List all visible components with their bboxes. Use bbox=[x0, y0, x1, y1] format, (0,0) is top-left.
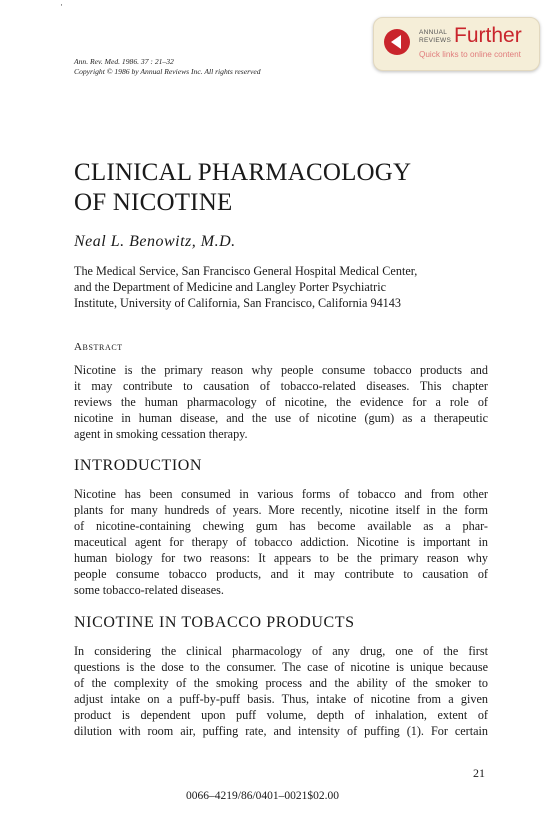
nicotine-in-tobacco-line: product is dependent upon puff volume, depth of inhalation, extent of bbox=[74, 708, 488, 722]
introduction-line: maceutical agent for therapy of tobacco addiction. Nicotine is important in bbox=[74, 535, 488, 549]
nicotine-in-tobacco-line: dilution with room air, puffing rate, and intensity of puffing (1). For certain bbox=[74, 724, 488, 738]
abstract-line: reviews the human pharmacology of nicotine, the evidence for a role of bbox=[74, 395, 488, 409]
badge-annual-label: ANNUAL bbox=[419, 29, 448, 36]
badge-further-label: Further bbox=[454, 24, 522, 47]
affiliation-line: The Medical Service, San Francisco General Hospital Medical Center, bbox=[74, 264, 418, 278]
abstract-line: it may contribute to causation of tobacco-related diseases. This chapter bbox=[74, 379, 488, 393]
document-code: 0066–4219/86/0401–0021$02.00 bbox=[186, 790, 340, 802]
introduction-paragraph bbox=[74, 486, 488, 598]
introduction-line: of nicotine-containing chewing gum has become available as a phar- bbox=[74, 519, 488, 533]
introduction-line: human biology for two reasons: It appears to be the primary reason why bbox=[74, 551, 488, 565]
article-title-line: OF NICOTINE bbox=[74, 189, 233, 216]
journal-meta bbox=[74, 57, 261, 77]
corner-mark: · bbox=[60, 0, 63, 10]
nicotine-in-tobacco-line: adjust intake on a puff-by-puff basis. Thus, intake of nicotine from a given bbox=[74, 692, 488, 706]
nicotine-in-tobacco-heading: NICOTINE IN TOBACCO PRODUCTS bbox=[74, 614, 355, 631]
introduction-line: Nicotine has been consumed in various forms of tobacco and from other bbox=[74, 487, 488, 501]
introduction-line: people consume tobacco products, and it may contribute to causation of bbox=[74, 567, 488, 581]
article-title bbox=[74, 158, 411, 218]
abstract-line: Nicotine is the primary reason why people consume tobacco products and bbox=[74, 363, 488, 377]
page-number: 21 bbox=[473, 766, 485, 780]
abstract-line: nicotine in human disease, and the use of nicotine (gum) as a therapeutic bbox=[74, 411, 488, 425]
abstract-paragraph bbox=[74, 362, 488, 442]
journal-copyright: Copyright © 1986 by Annual Reviews Inc. All rights reserved bbox=[74, 67, 261, 76]
nicotine-in-tobacco-paragraph bbox=[74, 643, 488, 739]
journal-citation: Ann. Rev. Med. 1986. 37 : 21–32 bbox=[74, 57, 174, 66]
badge-reviews-label: REVIEWS bbox=[419, 37, 452, 44]
introduction-line: plants for many hundreds of years. More recently, nicotine itself in the form bbox=[74, 503, 488, 517]
abstract-heading: Abstract bbox=[74, 341, 123, 353]
article-author: Neal L. Benowitz, M.D. bbox=[74, 233, 236, 250]
author-affiliation bbox=[74, 263, 490, 311]
badge-quick-links-link[interactable]: Quick links to online content bbox=[419, 50, 521, 59]
article-title-line: CLINICAL PHARMACOLOGY bbox=[74, 159, 412, 186]
nicotine-in-tobacco-line: In considering the clinical pharmacology of any drug, one of the first bbox=[74, 644, 488, 658]
annual-reviews-further-badge[interactable] bbox=[373, 17, 540, 71]
abstract-line: agent in smoking cessation therapy. bbox=[74, 427, 248, 441]
introduction-line: some tobacco-related diseases. bbox=[74, 583, 224, 597]
nicotine-in-tobacco-line: of the complexity of the smoking process and the ability of the smoker to bbox=[74, 676, 488, 690]
affiliation-line: Institute, University of California, San Francisco, California 94143 bbox=[74, 296, 401, 310]
annual-reviews-logo-icon bbox=[384, 29, 410, 55]
introduction-heading: INTRODUCTION bbox=[74, 457, 203, 474]
affiliation-line: and the Department of Medicine and Langley Porter Psychiatric bbox=[74, 280, 387, 294]
nicotine-in-tobacco-line: questions is the dose to the consumer. The case of nicotine is unique because bbox=[74, 660, 488, 674]
